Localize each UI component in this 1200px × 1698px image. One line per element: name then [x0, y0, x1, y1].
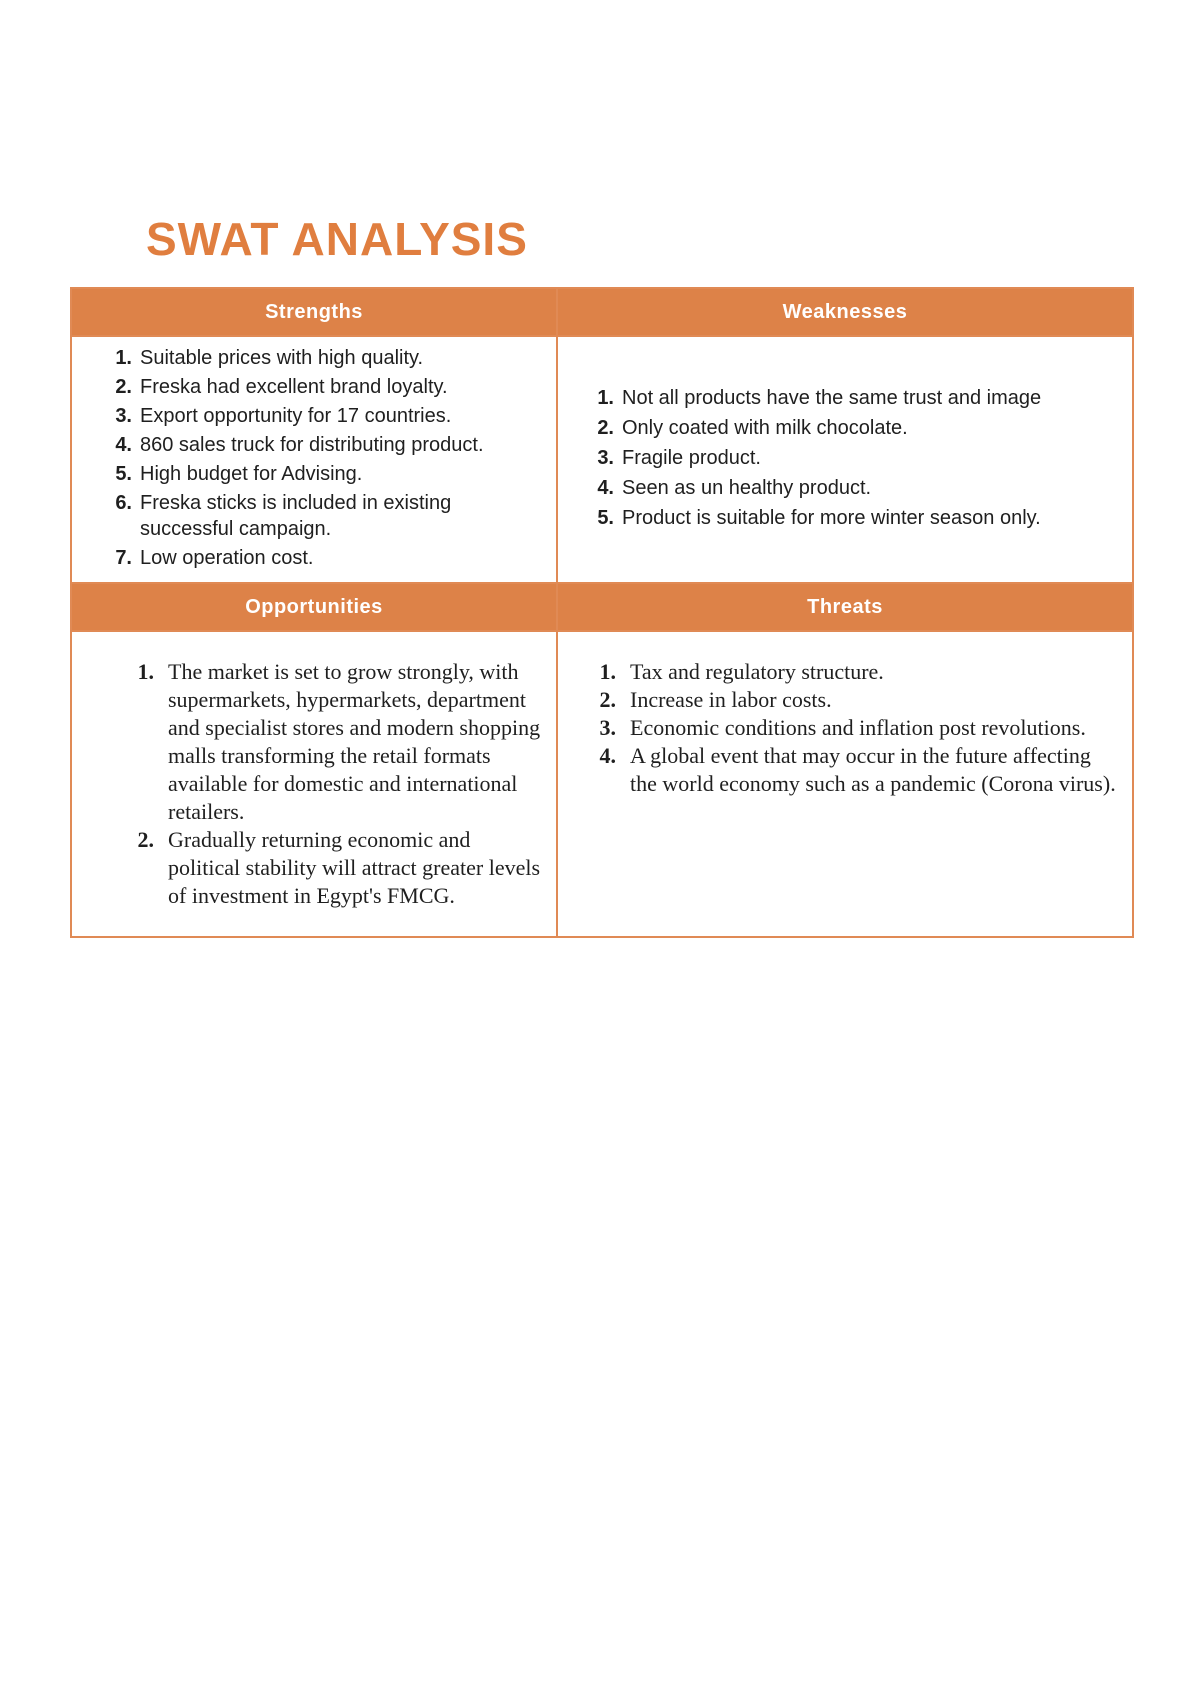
opportunities-header: Opportunities: [71, 583, 557, 631]
list-item: [599, 658, 1120, 686]
list-text: Product is suitable for more winter season only.: [622, 506, 1041, 529]
list-number: 6.: [115, 492, 132, 514]
list-text: Increase in labor costs.: [630, 687, 832, 712]
threats-header: Threats: [557, 583, 1133, 631]
list-item: [597, 385, 1132, 411]
list-text: Export opportunity for 17 countries.: [140, 405, 452, 427]
list-number: 2.: [597, 416, 614, 439]
list-number: 3.: [597, 446, 614, 469]
list-number: 1.: [137, 659, 154, 684]
list-item: [599, 714, 1120, 742]
list-text: Only coated with milk chocolate.: [622, 416, 908, 439]
list-number: 3.: [115, 405, 132, 427]
list-item: [115, 403, 556, 429]
list-item: [115, 461, 556, 487]
list-number: 5.: [597, 506, 614, 529]
list-item: [597, 445, 1132, 471]
list-number: 1.: [597, 386, 614, 409]
list-number: 5.: [115, 463, 132, 485]
list-number: 4.: [597, 476, 614, 499]
list-item: [599, 686, 1120, 714]
list-text: A global event that may occur in the future affecting the world economy such as a pandemic (Corona virus).: [630, 743, 1116, 796]
list-text: Tax and regulatory structure.: [630, 659, 884, 684]
list-text: Fragile product.: [622, 446, 761, 469]
list-number: 4.: [115, 434, 132, 456]
list-text: Not all products have the same trust and image: [622, 386, 1042, 409]
list-item: [597, 475, 1132, 501]
list-text: Low operation cost.: [140, 547, 314, 569]
list-text: Freska had excellent brand loyalty.: [140, 376, 448, 398]
opportunities-cell: [71, 631, 557, 937]
list-text: Suitable prices with high quality.: [140, 347, 424, 369]
list-item: [115, 545, 556, 571]
header-row-top: [71, 288, 1133, 336]
list-text: Freska sticks is included in existing successful campaign.: [140, 492, 452, 540]
list-item: [597, 415, 1132, 441]
content-row-top: [71, 336, 1133, 583]
list-item: [115, 490, 556, 542]
list-text: 860 sales truck for distributing product.: [140, 434, 484, 456]
weaknesses-list: [558, 385, 1132, 531]
weaknesses-cell: [557, 336, 1133, 583]
list-text: The market is set to grow strongly, with supermarkets, hypermarkets, department and specialist stores and modern shopping malls transforming the retail formats available for domestic and international retailers.: [168, 659, 541, 824]
list-text: High budget for Advising.: [140, 463, 363, 485]
weaknesses-header: Weaknesses: [557, 288, 1133, 336]
list-item: [115, 432, 556, 458]
threats-cell: [557, 631, 1133, 937]
list-item: [599, 742, 1120, 798]
strengths-cell: [71, 336, 557, 583]
strengths-header: Strengths: [71, 288, 557, 336]
header-row-bottom: [71, 583, 1133, 631]
content-row-bottom: [71, 631, 1133, 937]
list-item: [137, 658, 544, 826]
list-number: 1.: [115, 347, 132, 369]
list-number: 2.: [137, 827, 154, 852]
list-item: [115, 345, 556, 371]
list-number: 1.: [599, 659, 616, 684]
page-title: SWAT ANALYSIS: [146, 213, 528, 265]
list-text: Seen as un healthy product.: [622, 476, 872, 499]
strengths-list: [72, 337, 556, 571]
list-text: Gradually returning economic and political stability will attract greater levels of investment in Egypt's FMCG.: [168, 827, 541, 908]
list-number: 4.: [599, 743, 616, 768]
threats-list: [558, 632, 1132, 798]
list-item: [597, 505, 1132, 531]
swot-table: [70, 287, 1134, 938]
list-number: 7.: [115, 547, 132, 569]
list-text: Economic conditions and inflation post revolutions.: [630, 715, 1086, 740]
opportunities-list: [72, 632, 556, 910]
list-number: 2.: [599, 687, 616, 712]
list-number: 3.: [599, 715, 616, 740]
list-item: [115, 374, 556, 400]
list-number: 2.: [115, 376, 132, 398]
list-item: [137, 826, 544, 910]
